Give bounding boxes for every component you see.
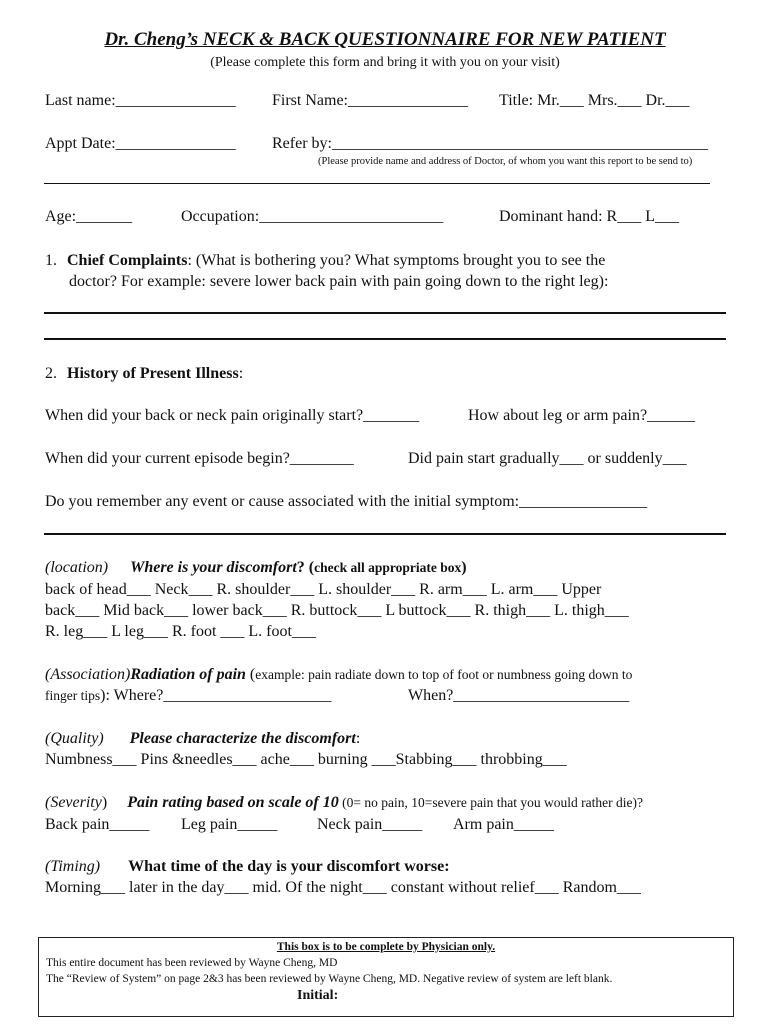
appt-date-field[interactable]: Appt Date:_______________ (45, 135, 236, 152)
location-tag: (location) (45, 559, 109, 576)
history-heading (45, 364, 243, 384)
location-question: Where is your discomfort (130, 559, 297, 576)
timing-heading (45, 857, 450, 877)
physician-initial-field[interactable]: Initial: (297, 988, 339, 1003)
section-number: 2. (45, 365, 57, 382)
answer-line[interactable] (44, 533, 726, 535)
occupation-field[interactable]: Occupation:_______________________ (181, 208, 444, 225)
timing-options[interactable]: Morning___ later in the day___ mid. Of the night___ constant without relief___ Random___ (45, 879, 641, 896)
cause-question[interactable]: Do you remember any event or cause associated with the initial symptom:________________ (45, 493, 648, 510)
location-options-row3[interactable]: R. leg___ L leg___ R. foot ___ L. foot___ (45, 623, 316, 640)
section-number: 1. (45, 252, 57, 269)
location-options-row2[interactable]: back___ Mid back___ lower back___ R. buttock___ L buttock___ R. thigh___ L. thigh___ (45, 602, 629, 619)
severity-tag: (Severity (45, 794, 102, 811)
back-pain-rating[interactable]: Back pain_____ (45, 816, 150, 833)
first-name-field[interactable]: First Name:_______________ (272, 92, 468, 109)
chief-complaints-prompt: : (What is bothering you? What symptoms brought you to see the (187, 252, 606, 269)
location-heading (45, 558, 467, 578)
form-subtitle: (Please complete this form and bring it with you on your visit) (210, 55, 560, 70)
age-field[interactable]: Age:_______ (45, 208, 133, 225)
neck-pain-rating[interactable]: Neck pain_____ (317, 816, 423, 833)
association-tag: (Association) (45, 666, 131, 683)
quality-options[interactable]: Numbness___ Pins &needles___ ache___ burning ___Stabbing___ throbbing___ (45, 751, 567, 768)
physician-box (38, 937, 734, 1017)
physician-review-line1: This entire document has been reviewed by Wayne Cheng, MD (46, 957, 338, 969)
association-where-row[interactable] (45, 686, 331, 706)
physician-review-line2: The “Review of System” on page 2&3 has been reviewed by Wayne Cheng, MD. Negative review of system are left blank. (46, 973, 613, 985)
timing-question: What time of the day is your discomfort worse: (128, 858, 450, 875)
quality-heading (45, 729, 360, 749)
severity-note: (0= no pain, 10=severe pain that you would rather die)? (338, 795, 644, 810)
last-name-field[interactable]: Last name:_______________ (45, 92, 236, 109)
arm-pain-rating[interactable]: Arm pain_____ (453, 816, 554, 833)
association-note: example: pain radiate down to top of foot or numbness going down to (255, 667, 633, 682)
quality-question: Please characterize the discomfort (129, 730, 356, 747)
radiation-when-field[interactable]: When?______________________ (408, 687, 630, 704)
punctuation: ? ( (296, 559, 315, 576)
pain-start-question[interactable]: Did pain start gradually___ or suddenly___ (408, 450, 687, 467)
punctuation: ) (461, 559, 467, 576)
refer-address-line[interactable] (44, 183, 710, 184)
title-field[interactable]: Title: Mr.___ Mrs.___ Dr.___ (499, 92, 690, 109)
answer-line[interactable] (44, 312, 726, 314)
refer-by-note: (Please provide name and address of Doctor, of whom you want this report to be send to) (318, 156, 693, 167)
leg-pain-rating[interactable]: Leg pain_____ (181, 816, 278, 833)
dominant-hand-field[interactable]: Dominant hand: R___ L___ (499, 208, 679, 225)
refer-by-field[interactable]: Refer by:_______________________________________________ (272, 135, 708, 152)
form-title: Dr. Cheng’s NECK & BACK QUESTIONNAIRE FOR NEW PATIENT (104, 29, 666, 50)
answer-line[interactable] (44, 338, 726, 340)
severity-heading (45, 793, 643, 813)
association-question: Radiation of pain (130, 666, 246, 683)
chief-complaints-heading (45, 251, 605, 271)
quality-tag: (Quality) (45, 730, 104, 747)
colon: : (355, 730, 361, 747)
location-note: check all appropriate box (314, 560, 462, 575)
leg-arm-pain-question[interactable]: How about leg or arm pain?______ (468, 407, 696, 424)
association-note-cont: finger tips (45, 688, 101, 703)
punctuation: ( (245, 666, 256, 683)
pain-onset-question[interactable]: When did your back or neck pain originally start?_______ (45, 407, 420, 424)
history-label: History of Present Illness (67, 365, 239, 382)
severity-question: Pain rating based on scale of 10 (127, 794, 339, 811)
colon: : (238, 365, 244, 382)
physician-box-title: This box is to be complete by Physician only. (276, 941, 496, 953)
location-options-row1[interactable]: back of head___ Neck___ R. shoulder___ L. shoulder___ R. arm___ L. arm___ Upper (45, 581, 602, 598)
radiation-where-field[interactable]: ): Where?_____________________ (100, 687, 332, 704)
timing-tag: (Timing) (45, 858, 101, 875)
current-episode-question[interactable]: When did your current episode begin?________ (45, 450, 354, 467)
association-heading (45, 665, 632, 685)
chief-complaints-prompt-line2: doctor? For example: severe lower back pain with pain going down to the right leg): (69, 273, 609, 290)
punctuation: ) (101, 794, 108, 811)
chief-complaints-label: Chief Complaints (67, 252, 188, 269)
